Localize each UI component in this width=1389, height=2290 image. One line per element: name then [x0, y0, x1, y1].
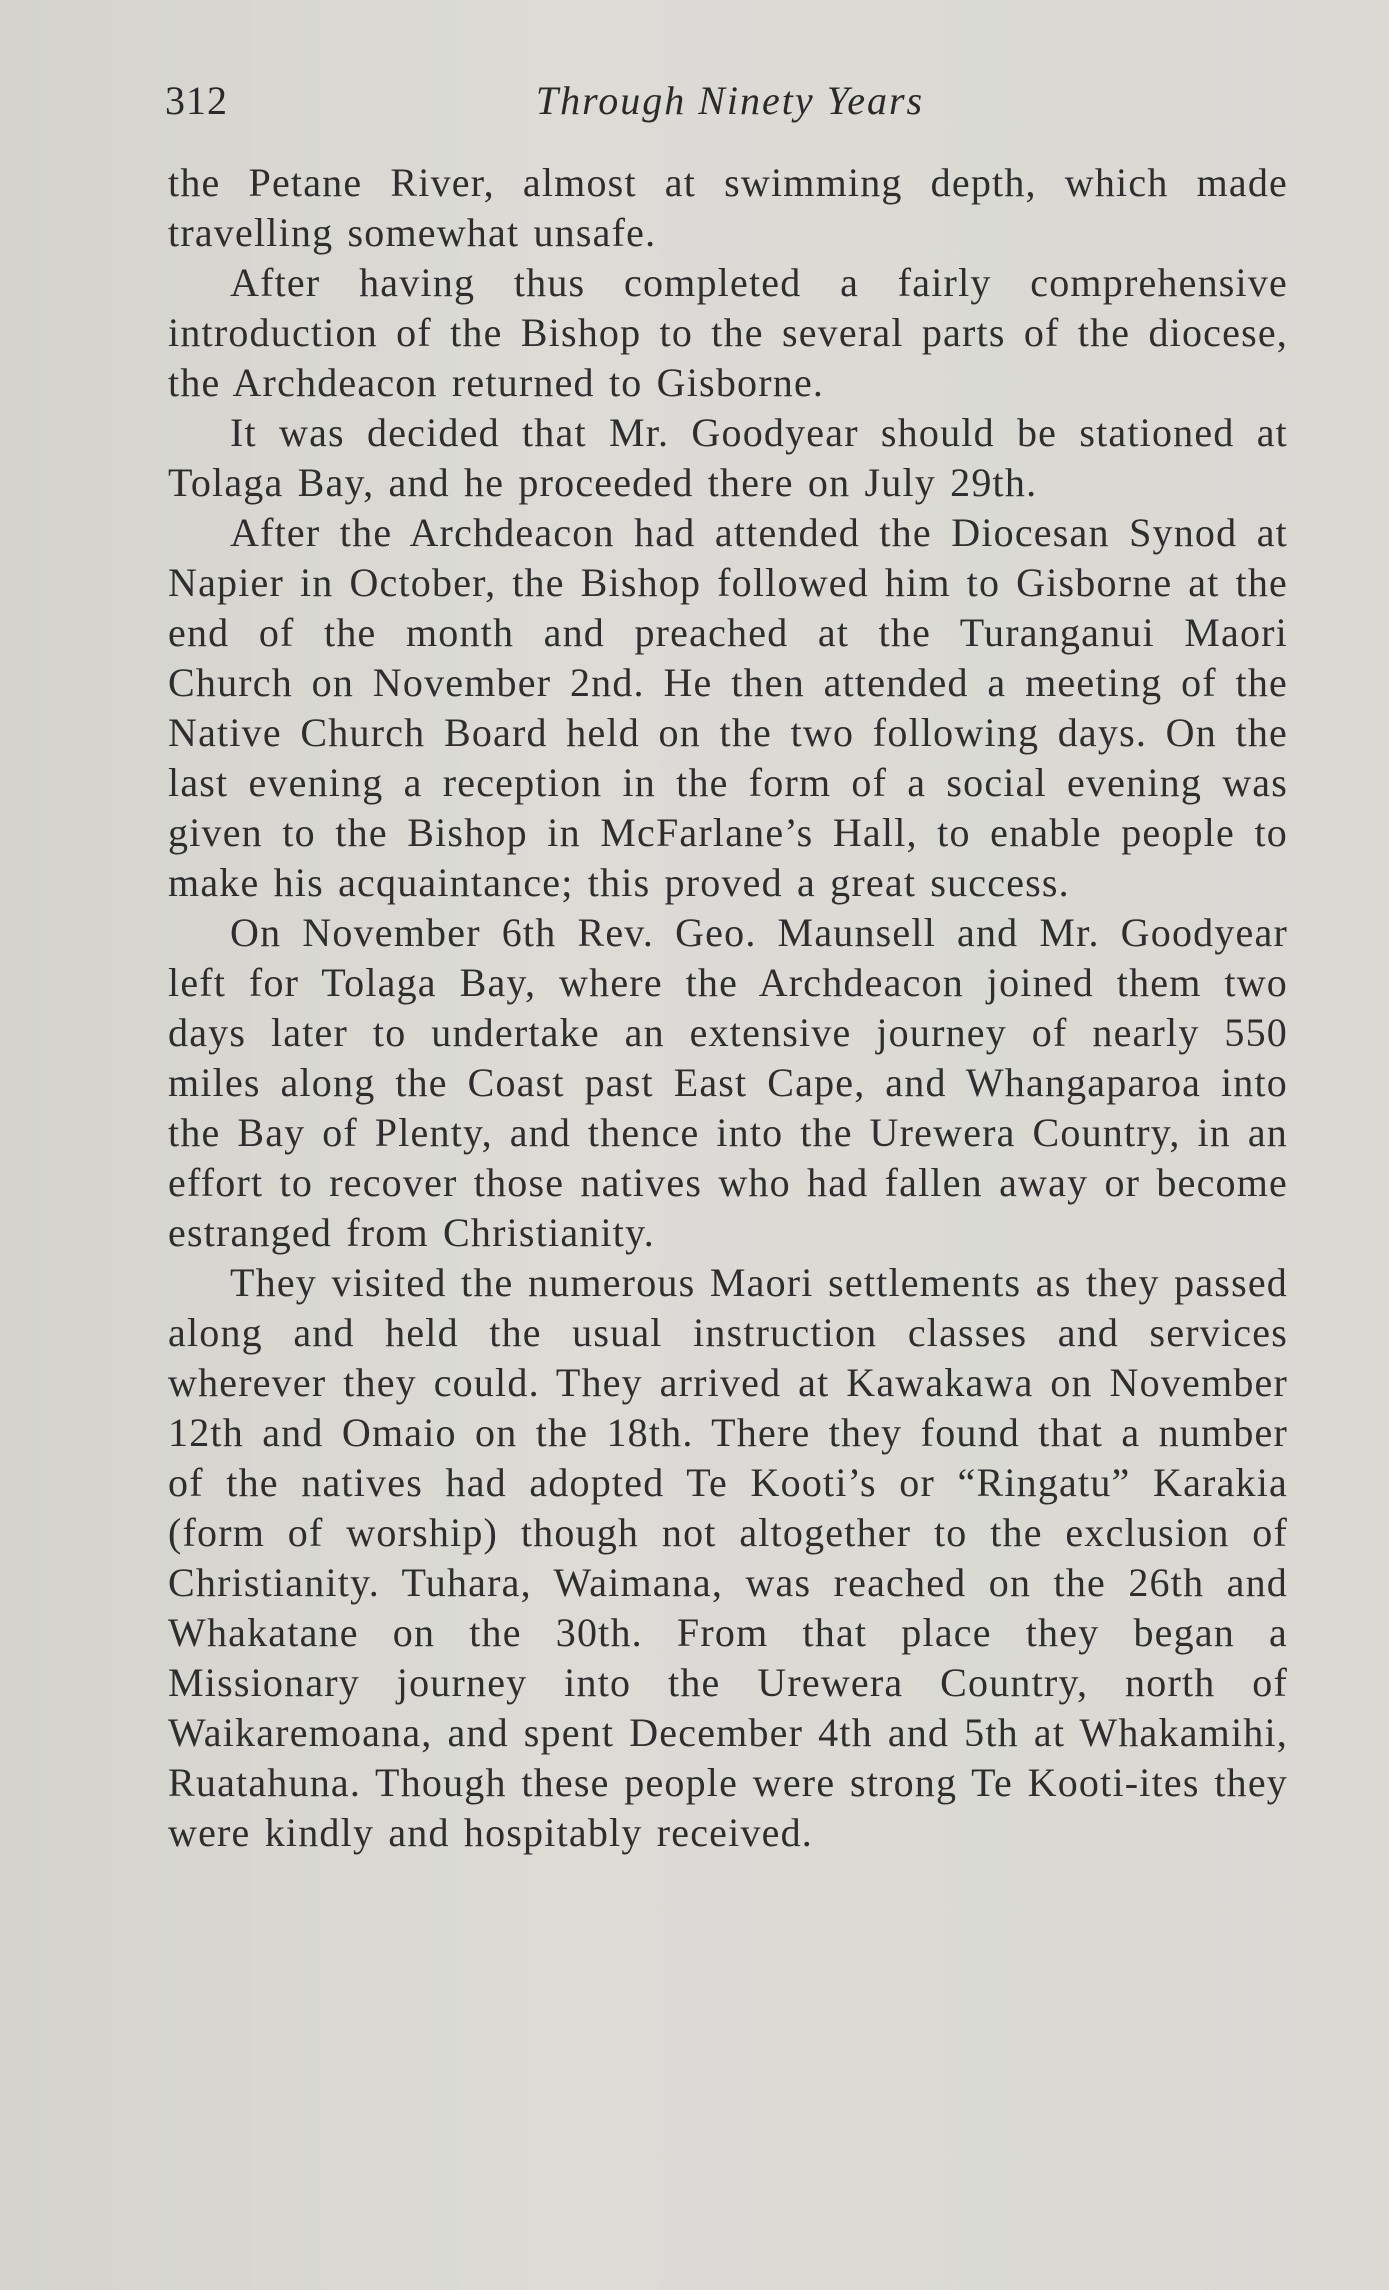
paragraph: On November 6th Rev. Geo. Maunsell and Mr. Goodyear left for Tolaga Bay, where the Archdeacon joined them two days later to undertake an extensive journey of nearly 550 miles along the Coast past East Cape, and Whangaparoa into the Bay of Plenty, and thence into the Urewera Country, in an effort to recover those natives who had fallen away or become estranged from Christianity.: [168, 910, 1288, 1255]
paragraph: After having thus completed a fairly comprehensive introduction of the Bishop to the several parts of the diocese, the Archdeacon returned to Gisborne.: [168, 260, 1288, 405]
paragraph: They visited the numerous Maori settlements as they passed along and held the usual instruction classes and services wherever they could. They arrived at Kawakawa on November 12th and Omaio on the 18th. There they found that a number of the natives had adopted Te Kooti’s or “Ringatu” Karakia (form of worship) though not altogether to the exclusion of Christianity. Tuhara, Waimana, was reached on the 26th and Whakatane on the 30th. From that place they began a Missionary journey into the Urewera Country, north of Waikaremoana, and spent December 4th and 5th at Whakamihi, Ruatahuna. Though these people were strong Te Kooti-ites they were kindly and hospitably received.: [168, 1260, 1288, 1855]
running-title: Through Ninety Years: [535, 77, 925, 123]
page-header: [165, 70, 1295, 130]
body-text: [168, 158, 1288, 1858]
page-number: 312: [165, 77, 228, 123]
paragraph-continuation: the Petane River, almost at swimming depth, which made travelling somewhat unsafe.: [168, 160, 1288, 255]
paragraph: It was decided that Mr. Goodyear should be stationed at Tolaga Bay, and he proceeded there on July 29th.: [168, 410, 1288, 505]
paragraph: After the Archdeacon had attended the Diocesan Synod at Napier in October, the Bishop followed him to Gisborne at the end of the month and preached at the Turanganui Maori Church on November 2nd. He then attended a meeting of the Native Church Board held on the two following days. On the last evening a reception in the form of a social evening was given to the Bishop in McFarlane’s Hall, to enable people to make his acquaintance; this proved a great success.: [168, 510, 1288, 905]
